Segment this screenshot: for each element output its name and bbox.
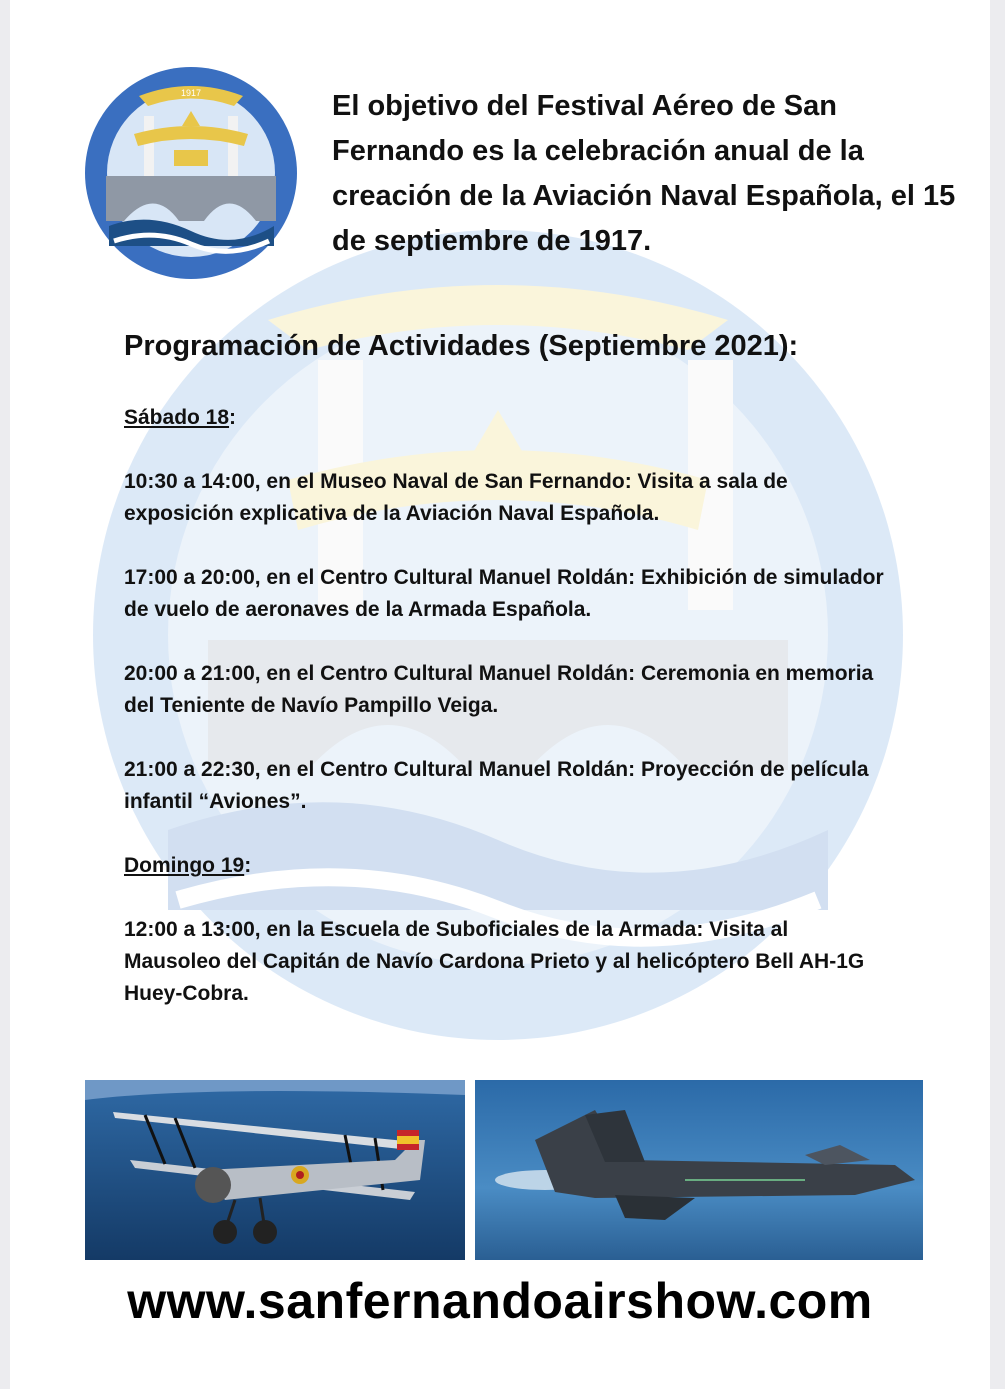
logo-year: 1917 [180,88,202,98]
page-margin-right [990,0,1005,1389]
event-item: 17:00 a 20:00, en el Centro Cultural Manuel Roldán: Exhibición de simulador de vuelo de aeronaves de la Armada Española. [124,566,884,621]
event-item: 20:00 a 21:00, en el Centro Cultural Manuel Roldán: Ceremonia en memoria del Teniente de Navío Pampillo Veiga. [124,662,874,717]
event-item: 10:30 a 14:00, en el Museo Naval de San Fernando: Visita a sala de exposición explicativa de la Aviación Naval Española. [124,470,788,525]
day-label-saturday: Sábado 18: [124,406,237,429]
day-label-sunday: Domingo 19: [124,854,252,877]
biplane-photo [85,1080,465,1260]
festival-logo [84,66,298,280]
stealth-jet-photo [475,1080,923,1260]
website-url[interactable]: www.sanfernandoairshow.com [127,1273,873,1329]
event-item: 12:00 a 13:00, en la Escuela de Suboficiales de la Armada: Visita al Mausoleo del Capitán de Navío Cardona Prieto y al helicóptero Bell AH-1G Huey-Cobra. [124,918,865,1005]
program-heading: Programación de Actividades (Septiembre 2021): [124,330,799,362]
intro-text: El objetivo del Festival Aéreo de San Fernando es la celebración anual de la creación de la Aviación Naval Española, el 15 de septiembre de 1917. [332,90,956,257]
event-item: 21:00 a 22:30, en el Centro Cultural Manuel Roldán: Proyección de película infantil “Aviones”. [124,758,869,813]
page-margin-left [0,0,10,1389]
flyer-page [10,0,990,1389]
schedule [124,402,884,1010]
